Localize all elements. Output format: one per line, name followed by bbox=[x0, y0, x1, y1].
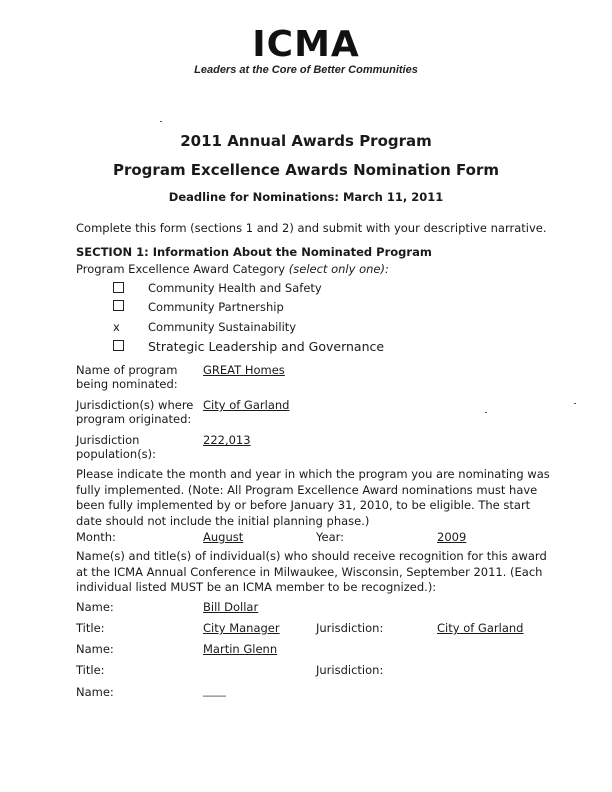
deadline-line: Deadline for Nominations: March 11, 2011 bbox=[168, 190, 444, 204]
jurisdiction-label-2: program originated: bbox=[76, 412, 192, 426]
program-name-label-1: Name of program bbox=[76, 363, 178, 377]
recognition-line: Name(s) and title(s) of individual(s) who should receive recognition for this award bbox=[76, 549, 547, 563]
implementation-line: been fully implemented by or before January 31, 2010, to be eligible. The start bbox=[76, 498, 531, 512]
category-label-leadership: Strategic Leadership and Governance bbox=[148, 339, 385, 354]
scan-speck bbox=[160, 121, 162, 122]
intro-text: Complete this form (sections 1 and 2) and submit with your descriptive narrative. bbox=[76, 221, 547, 235]
section1-heading: SECTION 1: Information About the Nominated Program bbox=[76, 245, 432, 259]
logo-tagline: Leaders at the Core of Better Communities bbox=[194, 64, 418, 76]
icma-logo: ICMA bbox=[252, 24, 360, 65]
year-value[interactable]: 2009 bbox=[437, 530, 467, 544]
scan-speck bbox=[485, 412, 487, 413]
person1-jurisdiction[interactable]: City of Garland bbox=[437, 621, 524, 635]
category-prompt bbox=[76, 262, 389, 276]
checkbox-mark-sustainability[interactable]: x bbox=[113, 320, 120, 334]
implementation-line: Please indicate the month and year in which the program you are nominating was bbox=[76, 467, 550, 481]
jurisdiction-label-1: Jurisdiction(s) where bbox=[76, 398, 194, 412]
population-label-2: population(s): bbox=[76, 447, 157, 461]
name-label-1: Name: bbox=[76, 600, 114, 614]
recognition-line: individual listed MUST be an ICMA member to be recognized.): bbox=[76, 580, 437, 594]
month-label: Month: bbox=[76, 530, 116, 544]
recognition-line: at the ICMA Annual Conference in Milwaukee, Wisconsin, September 2011. (Each bbox=[76, 564, 543, 579]
program-title: 2011 Annual Awards Program bbox=[180, 132, 432, 150]
scan-speck bbox=[574, 403, 576, 404]
program-name-value[interactable]: GREAT Homes bbox=[203, 363, 285, 377]
checkbox-community-partnership[interactable] bbox=[113, 300, 124, 311]
program-name-label-2: being nominated: bbox=[76, 377, 178, 391]
name-label-3: Name: bbox=[76, 685, 114, 699]
title-label-1: Title: bbox=[76, 621, 105, 635]
population-label-1: Jurisdiction bbox=[76, 433, 140, 447]
name-label-2: Name: bbox=[76, 642, 114, 656]
form-title: Program Excellence Awards Nomination Form bbox=[112, 161, 499, 179]
person1-name[interactable]: Bill Dollar bbox=[203, 600, 259, 614]
category-prompt-hint: (select only one): bbox=[288, 262, 389, 276]
person3-name-blank[interactable]: ____ bbox=[203, 683, 226, 697]
person2-name[interactable]: Martin Glenn bbox=[203, 642, 278, 656]
category-label-partnership: Community Partnership bbox=[148, 300, 284, 314]
checkbox-community-health[interactable] bbox=[113, 282, 124, 293]
jurisdiction-label-row1: Jurisdiction: bbox=[316, 621, 384, 635]
person1-title[interactable]: City Manager bbox=[203, 621, 280, 635]
implementation-text bbox=[76, 467, 550, 529]
category-label-health: Community Health and Safety bbox=[148, 281, 322, 295]
jurisdiction-label-row2: Jurisdiction: bbox=[316, 663, 384, 677]
population-value[interactable]: 222,013 bbox=[203, 433, 251, 447]
category-label-sustainability: Community Sustainability bbox=[148, 320, 297, 334]
recognition-text bbox=[76, 549, 547, 596]
implementation-line: date should not include the initial planning phase.) bbox=[76, 513, 370, 528]
title-label-2: Title: bbox=[76, 663, 105, 677]
implementation-line: fully implemented. (Note: All Program Excellence Award nominations must have bbox=[76, 482, 538, 497]
year-label: Year: bbox=[316, 530, 345, 544]
category-prompt-text: Program Excellence Award Category bbox=[76, 262, 286, 276]
checkbox-strategic-leadership[interactable] bbox=[113, 340, 124, 351]
month-value[interactable]: August bbox=[203, 530, 244, 544]
jurisdiction-value[interactable]: City of Garland bbox=[203, 398, 290, 412]
